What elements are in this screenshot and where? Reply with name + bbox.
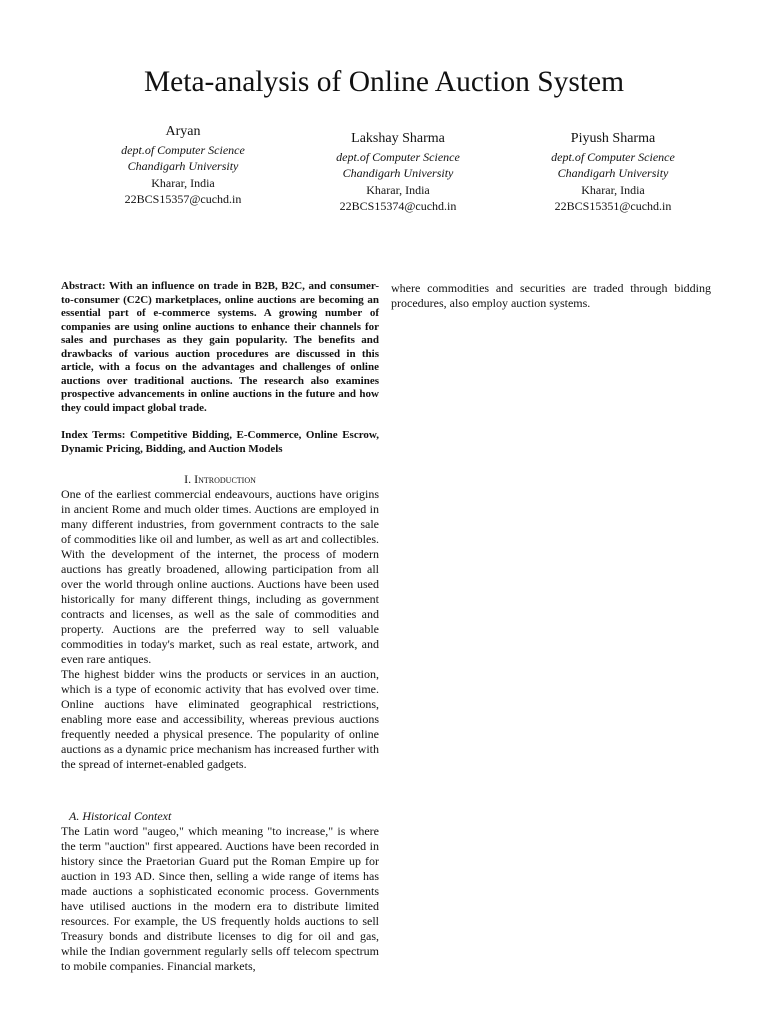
author-dept: dept.of Computer Science xyxy=(551,150,675,164)
author-block xyxy=(498,129,728,214)
subsection-heading xyxy=(61,809,379,824)
paper-title: Meta-analysis of Online Auction System xyxy=(143,66,625,98)
body-paragraph: One of the earliest commercial endeavours, auctions have origins in ancient Rome and much older times. Auctions are employed in many different industries, from government contracts to the sale of commodities like oil and lumber, as well as art and collectibles. With the development of the internet, the process of modern auctions has greatly broadened, allowing participation from all over the world through online auctions. Auctions have been used historically for many different things, including as government contracts and licenses, as well as the sale of commodities and property. Auctions are the preferred way to sell valuable commodities in today's market, such as real estate, artwork, and even rare antiques. xyxy=(61,486,379,666)
author-block xyxy=(283,129,513,214)
author-email: 22BCS15374@cuchd.in xyxy=(339,198,457,213)
left-column xyxy=(61,280,379,974)
author-name: Aryan xyxy=(165,124,201,139)
author-email: 22BCS15351@cuchd.in xyxy=(554,198,672,213)
subsection-title: Historical Context xyxy=(82,808,172,823)
author-block xyxy=(68,122,298,207)
right-column xyxy=(391,281,711,311)
author-name: Lakshay Sharma xyxy=(351,131,445,146)
body-paragraph: The highest bidder wins the products or services in an auction, which is a type of economic activity that has evolved over time. Online auctions have eliminated geographical restrictions, enabling more ease and accessibility, whereas previous auctions frequently needed a physical presence. The popularity of online auctions as a dynamic price mechanism has increased further with the spread of internet-enabled gadgets. xyxy=(61,666,379,771)
section-heading xyxy=(61,472,379,487)
author-name: Piyush Sharma xyxy=(570,131,656,146)
author-location: Kharar, India xyxy=(581,182,645,197)
author-dept: dept.of Computer Science xyxy=(121,143,245,157)
author-email: 22BCS15357@cuchd.in xyxy=(124,191,242,206)
author-dept: dept.of Computer Science xyxy=(336,150,460,164)
index-terms: Index Terms: Competitive Bidding, E-Commerce, Online Escrow, Dynamic Pricing, Bidding, and Auction Models xyxy=(61,429,379,456)
section-number: I. xyxy=(184,471,192,486)
body-paragraph-continued: where commodities and securities are traded through bidding procedures, also employ auction systems. xyxy=(391,281,711,310)
author-location: Kharar, India xyxy=(366,182,430,197)
body-paragraph: The Latin word "augeo," which meaning "to increase," is where the term "auction" first appeared. Auctions have been recorded in history since the Praetorian Guard put the Roman Empire up for auction in 193 AD. Since then, selling a wide range of items has made auctions a sophisticated economic process. Governments have utilised auctions in the modern era to distribute limited resources. For example, the US frequently holds auctions to sell Treasury bonds and distribute licenses to dig for oil and gas, while the Indian government regularly sells off telecom spectrum to mobile companies. Financial markets, xyxy=(61,823,379,973)
author-university: Chandigarh University xyxy=(342,166,454,181)
subsection-label: A. xyxy=(69,808,80,823)
author-university: Chandigarh University xyxy=(127,159,239,174)
author-university: Chandigarh University xyxy=(557,166,669,181)
author-location: Kharar, India xyxy=(151,175,215,190)
section-title: Introduction xyxy=(194,471,256,486)
abstract: Abstract: With an influence on trade in B2B, B2C, and consumer- to-consumer (C2C) marketplaces, online auctions are becoming an essential part of e-commerce systems. A growing number of companies are using online auctions to enhance their channels for sales and purchases as they gain popularity. The benefits and drawbacks of various auction procedures are discussed in this article, with a focus on the advantages and challenges of online auctions over traditional auctions. The research also examines prospective advancements in online auctions in the future and how they could impact global trade. xyxy=(61,280,379,414)
